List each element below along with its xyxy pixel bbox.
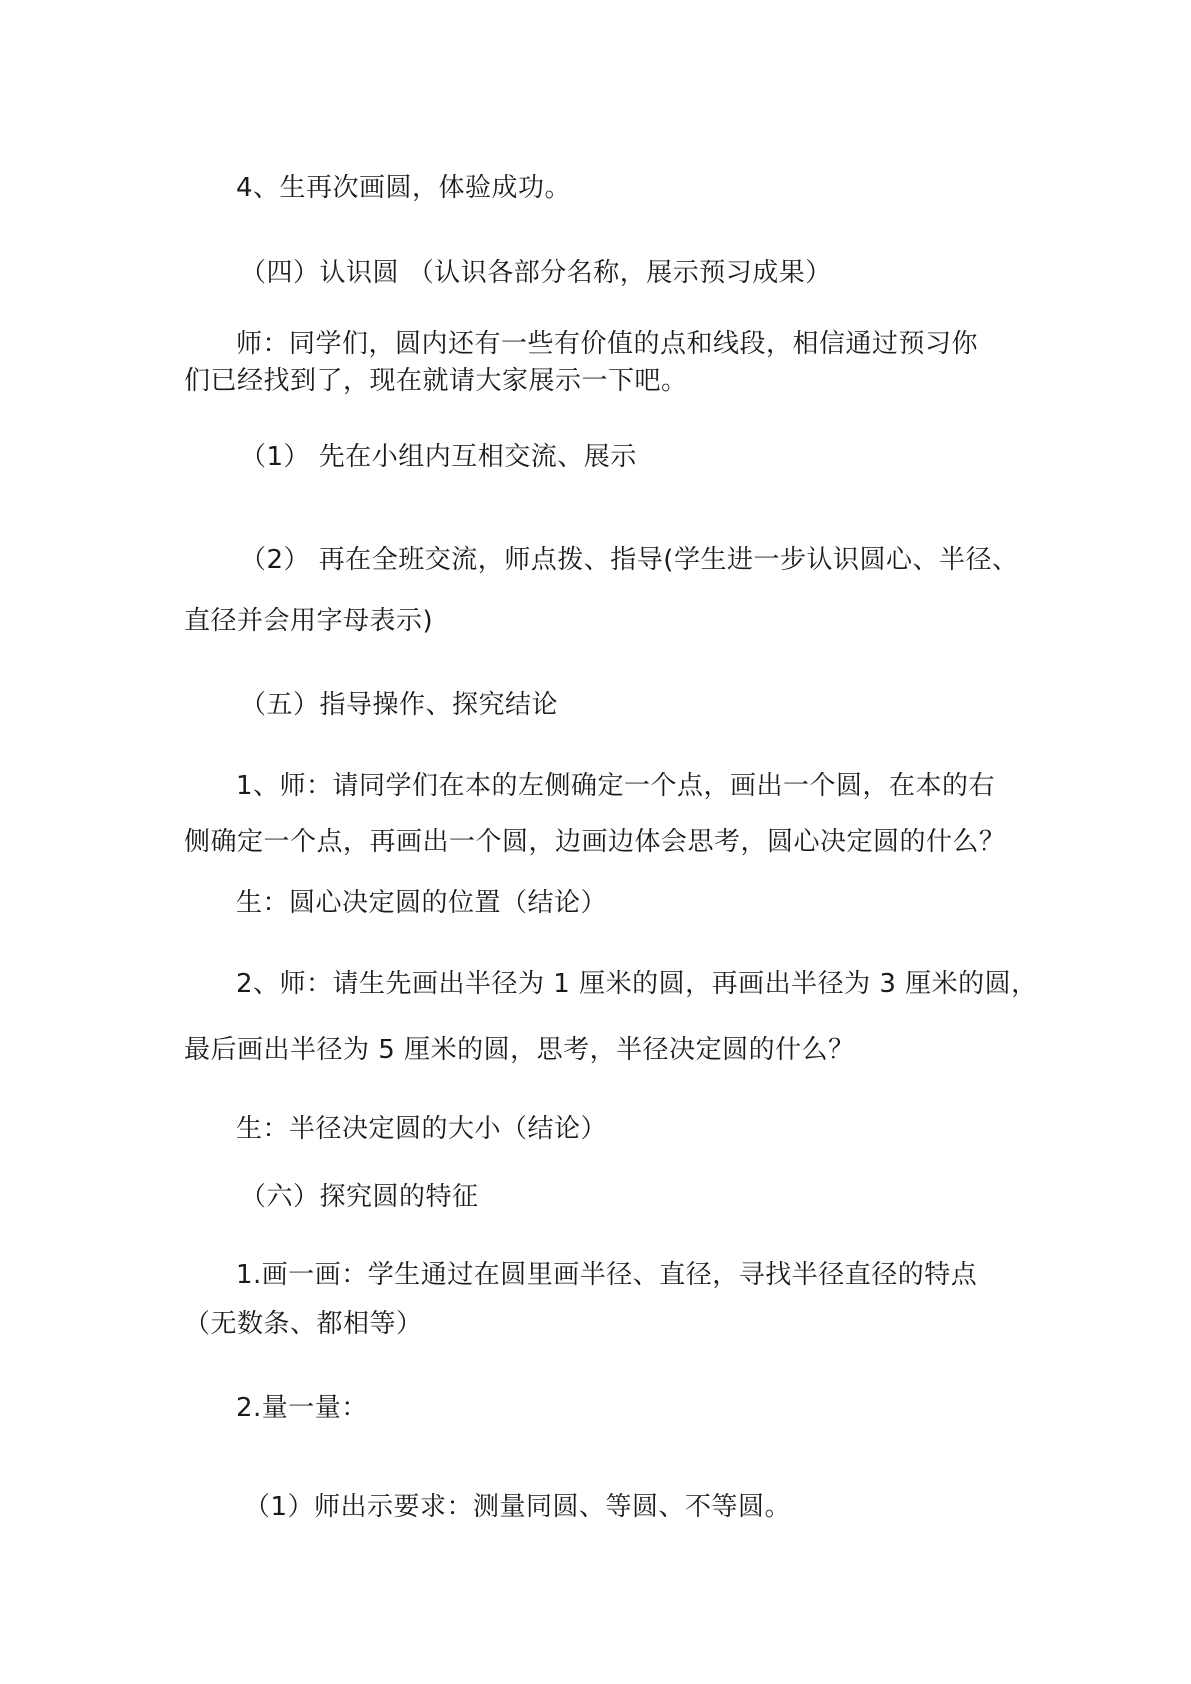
text-line: 生：半径决定圆的大小（结论） xyxy=(236,1114,608,1144)
text-line: 们已经找到了，现在就请大家展示一下吧。 xyxy=(184,366,688,396)
section-heading: （四）认识圆 （认识各部分名称，展示预习成果） xyxy=(240,258,832,288)
text-line: （1）师出示要求：测量同圆、等圆、不等圆。 xyxy=(244,1492,792,1522)
text-line: （1） 先在小组内互相交流、展示 xyxy=(240,442,637,472)
text-line: 师：同学们，圆内还有一些有价值的点和线段，相信通过预习你 xyxy=(236,329,979,359)
text-line: 直径并会用字母表示) xyxy=(184,606,434,636)
text-line: 4、生再次画圆，体验成功。 xyxy=(236,173,572,203)
text-line: 1.画一画：学生通过在圆里画半径、直径，寻找半径直径的特点 xyxy=(236,1260,978,1290)
text-line: 1、师：请同学们在本的左侧确定一个点，画出一个圆，在本的右 xyxy=(236,771,996,801)
text-line: 2.量一量： xyxy=(236,1393,368,1423)
text-line: 生：圆心决定圆的位置（结论） xyxy=(236,888,608,918)
text-line: （无数条、都相等） xyxy=(184,1309,423,1339)
section-heading: （六）探究圆的特征 xyxy=(240,1182,479,1212)
text-line: 侧确定一个点，再画出一个圆，边画边体会思考，圆心决定圆的什么？ xyxy=(184,827,1006,857)
section-heading: （五）指导操作、探究结论 xyxy=(240,690,559,720)
text-line: 2、师：请生先画出半径为 1 厘米的圆，再画出半径为 3 厘米的圆， xyxy=(236,969,1038,999)
text-line: （2） 再在全班交流，师点拨、指导(学生进一步认识圆心、半径、 xyxy=(240,545,1019,575)
text-line: 最后画出半径为 5 厘米的圆，思考，半径决定圆的什么？ xyxy=(184,1035,855,1065)
